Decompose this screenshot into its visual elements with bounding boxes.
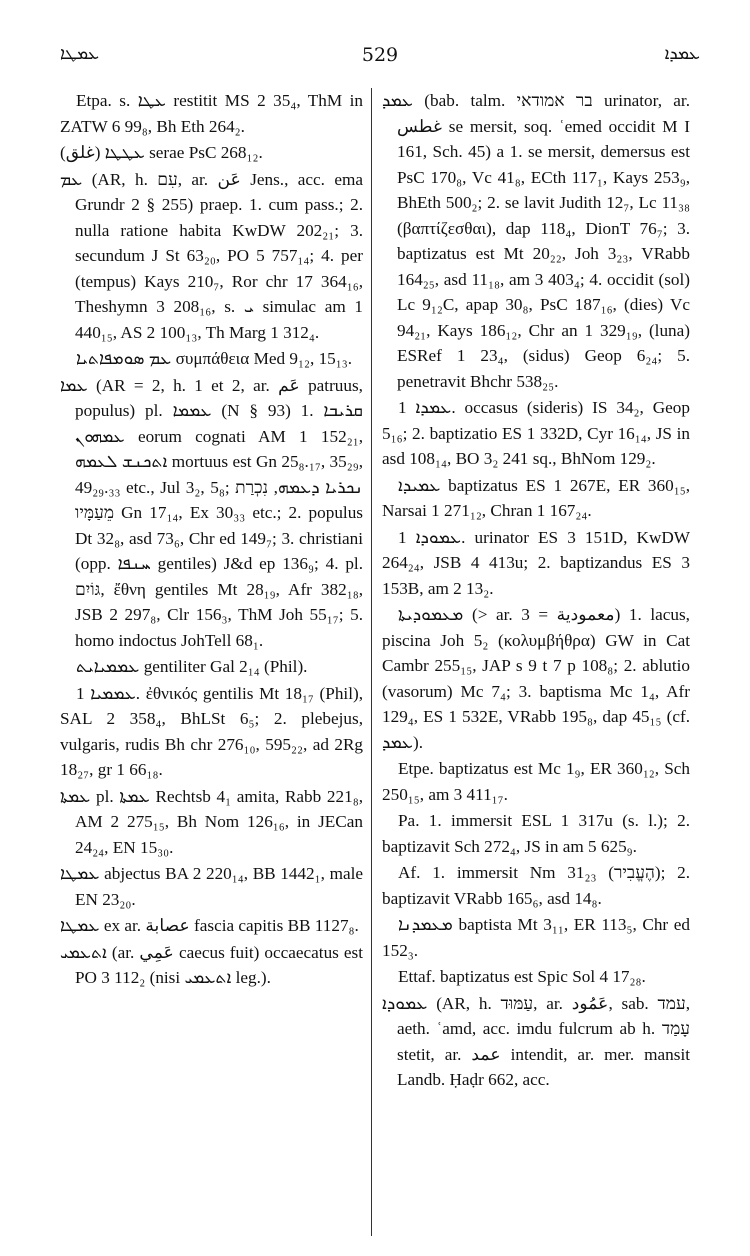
entry: Pa. 1. immersit ESL 1 317u (s. l.); 2. baptizavit Sch 272₄, JS in am 5 625₉. bbox=[382, 811, 690, 856]
left-column bbox=[60, 88, 363, 992]
entry: ܥܡܘܕܐ (AR, h. עַמּוּד, ar. عَمُود, sab. עמד, aeth. ʿamd, acc. imdu fulcrum ab h. עָמַד stetit, ar. عمد intendit, ar. mer. mansit Landb. Ḥaḍr 662, acc. bbox=[382, 993, 690, 1089]
entry: ܥܡܕܐ 1. occasus (sideris) IS 34₂, Geop 5₁₆; 2. baptizatio ES 1 332D, Cyr 16₁₄, JS in asd 108₁₄, BO 3₂ 241 sq., BhNom 129₂. bbox=[382, 398, 690, 468]
entry: ܐܬܥܡܝ (ar. عَمِي caecus fuit) occaecatus est PO 3 112₂ (nisi ܐܬܥܡܝ leg.). bbox=[60, 942, 363, 987]
entry: Etpe. baptizatus est Mc 1₉, ER 360₁₂, Sch 250₁₅, am 3 411₁₇. bbox=[382, 759, 690, 804]
page-header bbox=[60, 44, 700, 74]
entry: ܥܡܛܐ abjectus BA 2 220₁₄, BB 1442₁, male EN 23₂₀. bbox=[60, 864, 363, 909]
entry: ܥܡܐ (AR = 2, h. 1 et 2, ar. عَم patruus, populus) pl. ܥܡܡܐ (N § 93) 1. ܩܪܝܒܐ ܥܡܗܘܢ eorum cognati AM 1 152₂₁, ܐܬܟܢܫ ܠܥܡܗ mortuus est Gn 25₈.₁₇, 35₂₉, 49₂₉.₃₃ etc., Jul 3₂, 5₈; ܢܟܪܝܐ ܕܥܡܗ, נִכְרַת מֵעַמָּיו Gn 17₁₄, Ex 30₃₃ etc.; 2. populus Dt 32₈, asd 73₆, Chr ed 149₇; 3. christiani (opp. ܚܢܦܐ gentiles) J&d ep 136₉; 4. pl. גּוֹיִם, ἔθνη gentiles Mt 28₁₉, Afr 382₁₈, JSB 2 297₈, Clr 156₃, ThM Joh 55₁₇; 5. homo indoctus JohTell 68₁. bbox=[60, 375, 363, 650]
running-head-left: ܥܡܛܐ bbox=[60, 44, 100, 64]
entry: ܡܥܡܕܢܐ baptista Mt 3₁₁, ER 113₅, Chr ed 152₃. bbox=[382, 915, 690, 960]
entry: ܥܡܕ (bab. talm. בר אמודאי urinator, ar. غطس se mersit, soq. ʿemed occidit M I 161, Sch. 45) a 1. se mersit, demersus est PsC 170₈, Vc 41₈, ECth 117₁, Kays 253₉, BhEth 500₂; 2. se lavit Judith 12₇, Lc 11₃₈ (βαπτίζεσθαι), dap 118₄, DionT 76₇; 3. baptizatus est Mt 20₂₂, Joh 3₂₃, VRabb 164₂₅, asd 11₁₈, am 3 403₄; 4. occidit (sol) Lc 9₁₂C, apap 30₈, PsC 187₁₆, (dies) Vc 94₂₁, Kays 186₁₂, Chr an 1 329₁₉, (luna) ESRef 1 23₄, (sidus) Geop 6₂₄; 5. penetravit Bhchr 538₂₅. bbox=[382, 91, 691, 391]
entry: ܥܡܡܝܐ 1. ἐθνικός gentilis Mt 18₁₇ (Phil), SAL 2 358₄, BhLSt 6₅; 2. plebejus, vulgaris, rudis Bh chr 276₁₀, 595₂₂, ad 2Rg 18₂₇, gr 1 66₁₈. bbox=[60, 683, 363, 779]
entry: ܥܡܬܐ pl. ܥܡܬܐ Rechtsb 4₁ amita, Rabb 221₈, AM 2 275₁₅, Bh Nom 126₁₆, in JECan 24₂₄, EN 15₃₀. bbox=[60, 786, 363, 857]
entry: ܥܛܛܐ (غلق) serae PsC 268₁₂. bbox=[60, 143, 263, 162]
entry: Ettaf. baptizatus est Spic Sol 4 17₂₈. bbox=[398, 967, 646, 986]
entry: ܥܡ (AR, h. עִם, ar. عَن Jens., acc. ema Grundr 2 § 255) praep. 1. cum pass.; 2. nulla ratione habita KwDW 202₂₁; 3. secundum J St 63₂₀, PO 5 757₁₄; 4. per (tempus) Kays 210₇, Ror chr 17 364₁₆, Theshymn 3 208₁₆, s. ܝ simulac am 1 440₁₅, AS 2 100₁₃, Th Marg 1 312₄. bbox=[60, 169, 363, 342]
entry: ܥܡ ܣܘܡܦܐܬܝܐ συμπάθεια Med 9₁₂, 15₁₃. bbox=[76, 349, 353, 368]
entry: ܡܥܡܘܕܝܬܐ (> ar. معمودية = 3) 1. lacus, piscina Joh 5₂ (κολυμβήθρα) GW in Cat Cambr 255₁₅, JAP s 9 t 7 p 108₈; 2. ablutio (vasorum) Mc 7₄; 3. baptisma Mc 1₄, Afr 129₄, ES 1 532E, VRabb 195₈, dap 45₁₅ (cf. ܥܡܕ). bbox=[382, 605, 690, 752]
entry: ܥܡܘܕܐ 1. urinator ES 3 151D, KwDW 264₂₄, JSB 4 413u; 2. baptizandus ES 3 153B, am 2 13₂. bbox=[382, 527, 690, 598]
running-head-right: ܥܡܕܐ bbox=[664, 44, 700, 64]
page-number: 529 bbox=[361, 44, 399, 66]
right-column bbox=[382, 88, 690, 1094]
entry: Etpa. s. ܥܛܐ restitit MS 2 35₄, ThM in ZATW 6 99₈, Bh Eth 264₂. bbox=[60, 91, 364, 136]
entry: ܥܡܝܕܐ baptizatus ES 1 267E, ER 360₁₅, Narsai 1 271₁₂, Chran 1 167₂₄. bbox=[382, 475, 690, 520]
entry: ܥܡܡܝܐܝܬ gentiliter Gal 2₁₄ (Phil). bbox=[76, 657, 308, 676]
entry: ܥܡܛܐ ex ar. عصابة fascia capitis BB 1127₈. bbox=[60, 916, 359, 935]
entry: Af. 1. immersit Nm 31₂₃ (הֶעֱבִיר); 2. baptizavit VRabb 165₆, asd 14₈. bbox=[382, 863, 691, 908]
column-divider bbox=[371, 88, 372, 1236]
